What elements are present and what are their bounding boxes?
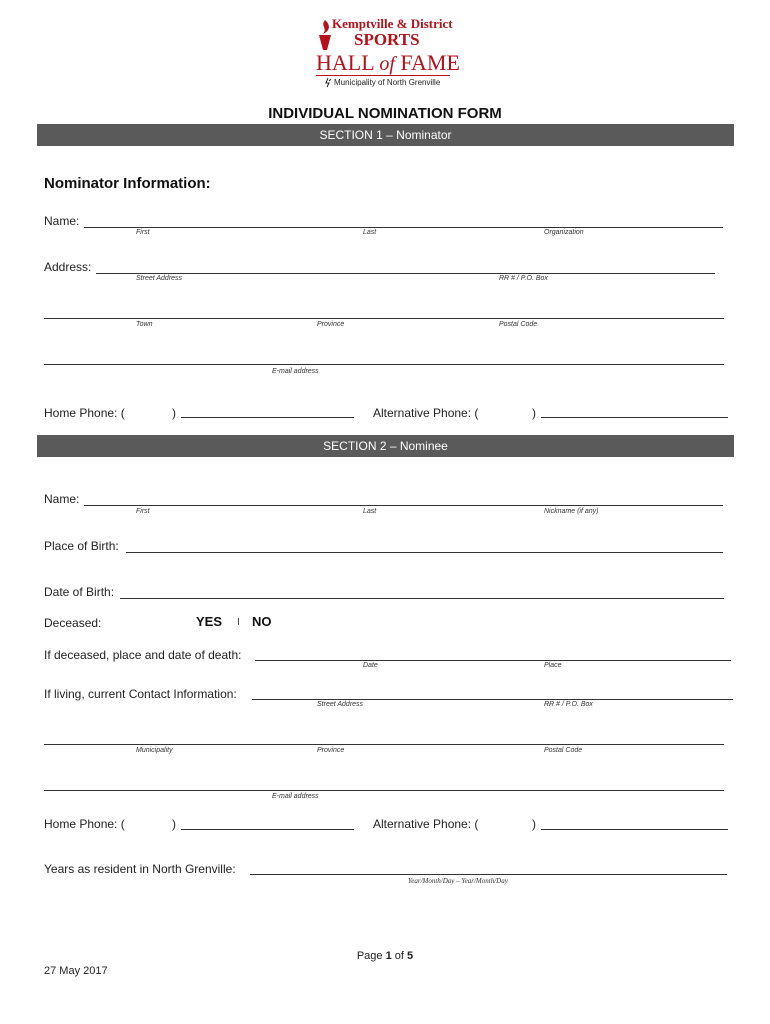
nominator-alt-phone-field[interactable] bbox=[541, 417, 728, 418]
nominee-alt-phone-field[interactable] bbox=[541, 829, 728, 830]
sub-first: First bbox=[136, 229, 150, 236]
sub-municipality: Municipality bbox=[136, 747, 173, 754]
sub-province: Province bbox=[317, 321, 345, 328]
logo-municipality: Municipality of North Grenville bbox=[334, 78, 441, 87]
sub-living-rr-po: RR # / P.O. Box bbox=[544, 701, 593, 708]
nominator-alt-phone-close: ) bbox=[532, 406, 536, 420]
sub-nickname: Nickname (if any) bbox=[544, 508, 599, 515]
death-details-field[interactable] bbox=[255, 660, 731, 661]
nominator-alt-phone-label: Alternative Phone: ( bbox=[373, 406, 479, 420]
runner-icon bbox=[324, 77, 332, 88]
living-contact-field[interactable] bbox=[252, 699, 733, 700]
nominator-name-field[interactable] bbox=[84, 227, 723, 228]
sub-last: Last bbox=[363, 229, 377, 236]
nominee-name-label: Name: bbox=[44, 492, 80, 506]
place-of-birth-field[interactable] bbox=[126, 552, 723, 553]
sub-rr-po-box: RR # / P.O. Box bbox=[499, 275, 548, 282]
nominator-home-phone-close: ) bbox=[172, 406, 176, 420]
nominee-name-field[interactable] bbox=[84, 505, 723, 506]
sub-postal-code: Postal Code bbox=[499, 321, 538, 328]
sub-death-place: Place bbox=[544, 662, 562, 669]
deceased-label: Deceased: bbox=[44, 616, 102, 630]
sub-living-street: Street Address bbox=[317, 701, 364, 708]
sub-nominee-email: E-mail address bbox=[272, 793, 319, 800]
form-title: INDIVIDUAL NOMINATION FORM bbox=[268, 105, 502, 122]
nominator-email-field[interactable] bbox=[44, 364, 724, 365]
nominee-home-phone-label: Home Phone: ( bbox=[44, 817, 125, 831]
sub-town: Town bbox=[136, 321, 153, 328]
nominator-name-label: Name: bbox=[44, 214, 80, 228]
sub-nominee-first: First bbox=[136, 508, 150, 515]
sub-nominee-province: Province bbox=[317, 747, 345, 754]
sub-nominee-postal: Postal Code bbox=[544, 747, 583, 754]
logo-line-1: Kemptville & District bbox=[332, 16, 453, 31]
living-contact-label: If living, current Contact Information: bbox=[44, 687, 237, 701]
section-1-bar: SECTION 1 – Nominator bbox=[37, 124, 734, 146]
sub-nominee-last: Last bbox=[363, 508, 377, 515]
years-resident-field[interactable] bbox=[250, 874, 727, 875]
page-number: Page 1 of 5 bbox=[356, 950, 414, 962]
hall-of-fame-logo bbox=[310, 16, 460, 94]
logo-line-2: SPORTS bbox=[354, 30, 420, 49]
sub-years-format: Year/Month/Day – Year/Month/Day bbox=[408, 877, 508, 885]
nominator-heading: Nominator Information: bbox=[44, 175, 211, 192]
nominator-town-field[interactable] bbox=[44, 318, 724, 319]
date-of-birth-label: Date of Birth: bbox=[44, 585, 115, 599]
nominee-email-field[interactable] bbox=[44, 790, 724, 791]
section-2-bar: SECTION 2 – Nominee bbox=[37, 435, 734, 457]
sub-email-address: E-mail address bbox=[272, 368, 319, 375]
deceased-separator: I bbox=[237, 617, 240, 628]
nominator-address-label: Address: bbox=[44, 260, 92, 274]
years-resident-label: Years as resident in North Grenville: bbox=[44, 862, 236, 876]
date-of-birth-field[interactable] bbox=[120, 598, 724, 599]
deceased-no-option[interactable]: NO bbox=[252, 614, 272, 629]
nominee-home-phone-field[interactable] bbox=[181, 829, 354, 830]
nominee-municipality-field[interactable] bbox=[44, 744, 724, 745]
nominator-address-field[interactable] bbox=[96, 273, 715, 274]
nominee-alt-phone-close: ) bbox=[532, 817, 536, 831]
sub-street-address: Street Address bbox=[136, 275, 183, 282]
nominee-home-phone-close: ) bbox=[172, 817, 176, 831]
logo-rule bbox=[316, 75, 450, 76]
nominator-home-phone-field[interactable] bbox=[181, 417, 354, 418]
nominee-alt-phone-label: Alternative Phone: ( bbox=[373, 817, 479, 831]
footer-date: 27 May 2017 bbox=[44, 965, 108, 977]
deceased-yes-option[interactable]: YES bbox=[196, 614, 223, 629]
death-details-label: If deceased, place and date of death: bbox=[44, 648, 242, 662]
sub-death-date: Date bbox=[363, 662, 378, 669]
place-of-birth-label: Place of Birth: bbox=[44, 539, 119, 553]
logo-line-3: HALL of FAME bbox=[316, 50, 460, 75]
sub-organization: Organization bbox=[544, 229, 584, 236]
nominator-home-phone-label: Home Phone: ( bbox=[44, 406, 125, 420]
